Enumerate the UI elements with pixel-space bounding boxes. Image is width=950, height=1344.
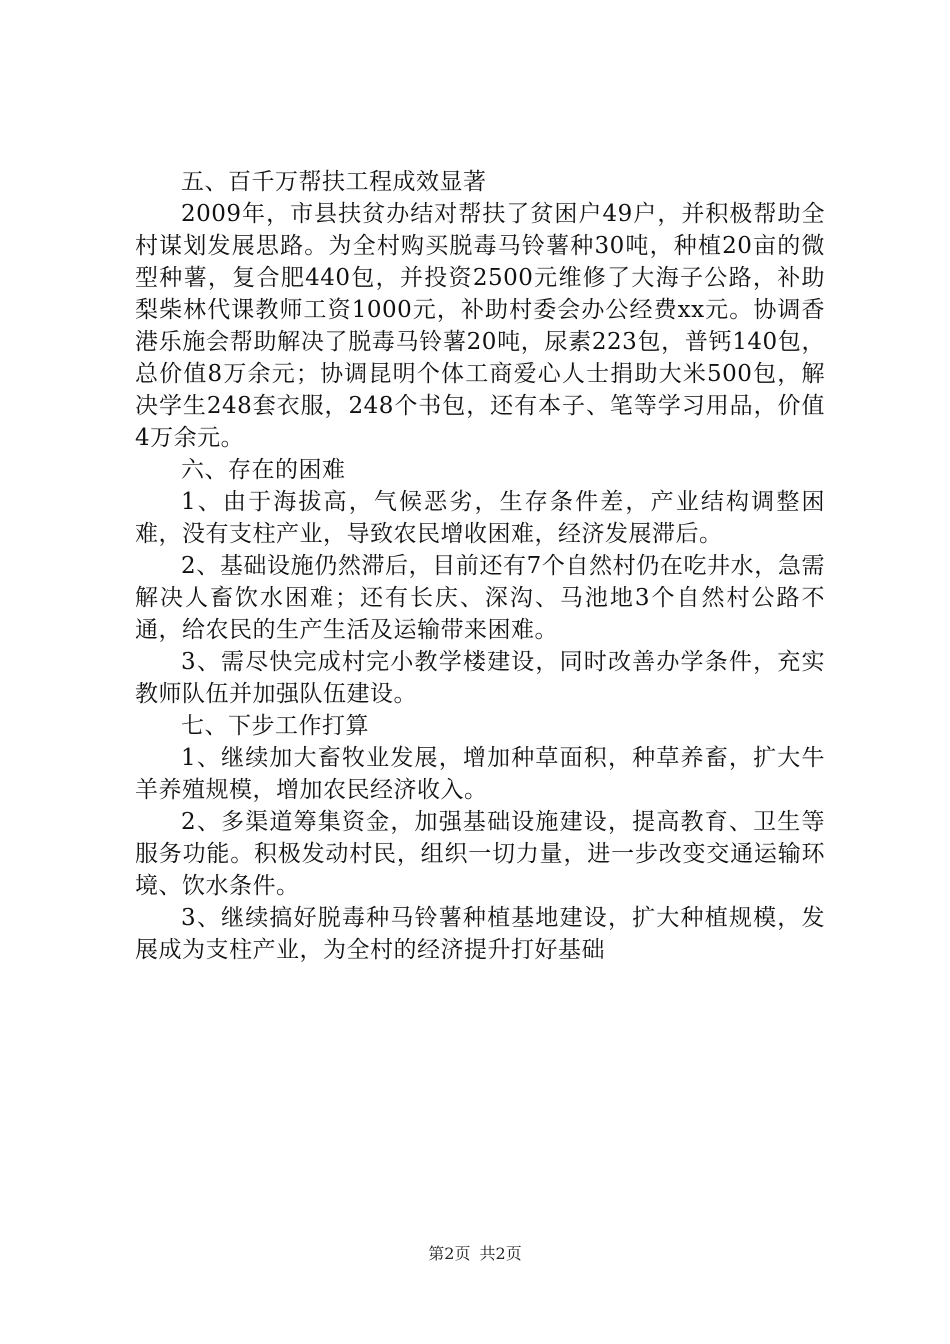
body-paragraph: 2009年，市县扶贫办结对帮扶了贫困户49户，并积极帮助全村谋划发展思路。为全村购买脱毒马铃薯种30吨，种植20亩的微型种薯，复合肥440包，并投资2500元维修了大海子公路，补助梨柴林代课教师工资1000元，补助村委会办公经费xx元。协调香港乐施会帮助解决了脱毒马铃薯20吨，尿素223包，普钙140包，总价值8万余元；协调昆明个体工商爱心人士捐助大米500包，解决学生248套衣服，248个书包，还有本子、笔等学习用品，价值4万余元。: [135, 201, 825, 451]
document-body: [135, 166, 825, 966]
body-paragraph: 3、继续搞好脱毒种马铃薯种植基地建设，扩大种植规模，发展成为支柱产业，为全村的经济提升打好基础: [135, 905, 825, 963]
section-heading: 六、存在的困难: [181, 457, 346, 483]
page-total: 共2页: [479, 1244, 522, 1263]
page-footer: [0, 1244, 950, 1264]
section-heading: 五、百千万帮扶工程成效显著: [181, 169, 487, 195]
body-paragraph: 2、多渠道筹集资金，加强基础设施建设，提高教育、卫生等服务功能。积极发动村民，组织一切力量，进一步改变交通运输环境、饮水条件。: [135, 809, 825, 899]
body-paragraph: 2、基础设施仍然滞后，目前还有7个自然村仍在吃井水，急需解决人畜饮水困难；还有长庆、深沟、马池地3个自然村公路不通，给农民的生产生活及运输带来困难。: [135, 553, 825, 643]
section-heading: 七、下步工作打算: [181, 713, 369, 739]
page-number: 第2页: [428, 1244, 471, 1263]
body-paragraph: 1、由于海拔高，气候恶劣，生存条件差，产业结构调整困难，没有支柱产业，导致农民增收困难，经济发展滞后。: [135, 489, 825, 547]
body-paragraph: 1、继续加大畜牧业发展，增加种草面积，种草养畜，扩大牛羊养殖规模，增加农民经济收入。: [135, 745, 825, 803]
body-paragraph: 3、需尽快完成村完小教学楼建设，同时改善办学条件，充实教师队伍并加强队伍建设。: [135, 649, 825, 707]
